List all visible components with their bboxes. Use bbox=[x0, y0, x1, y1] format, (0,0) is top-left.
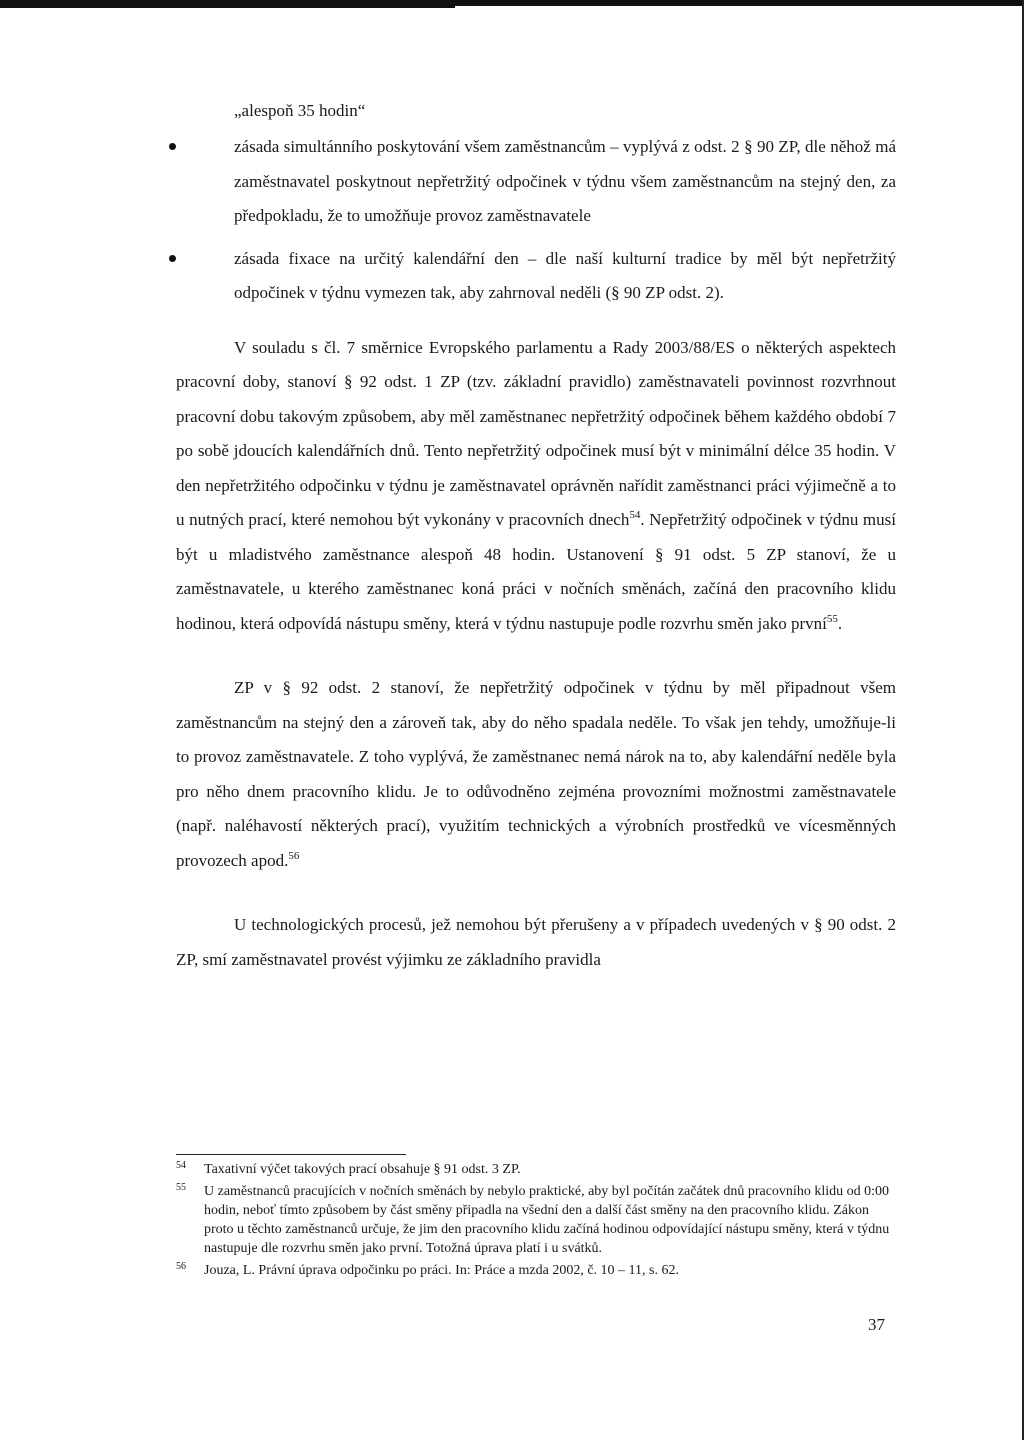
footnote-separator bbox=[176, 1154, 406, 1155]
footnote-ref-56[interactable]: 56 bbox=[288, 849, 300, 862]
document-body bbox=[176, 78, 896, 977]
paragraph-basic-rule bbox=[176, 331, 896, 642]
footnote-55 bbox=[176, 1182, 896, 1258]
footnote-ref-55[interactable]: 55 bbox=[826, 612, 838, 625]
footnote-54 bbox=[176, 1160, 896, 1179]
page-number: 37 bbox=[868, 1315, 885, 1334]
footnote-number: 54 bbox=[176, 1160, 186, 1171]
paragraph-exceptions: U technologických procesů, jež nemohou být přerušeny a v případech uvedených v § 90 odst. 2 ZP, smí zaměstnavatel provést výjimku ze základního pravidla bbox=[176, 915, 896, 969]
footnote-number: 55 bbox=[176, 1182, 186, 1193]
paragraph-text: . bbox=[837, 613, 843, 633]
paragraph-sunday-rule bbox=[176, 671, 896, 878]
bullet-fixation: zásada fixace na určitý kalendářní den – dle naší kulturní tradice by měl být nepřetržitý odpočinek v týdnu vymezen tak, aby zahrnoval neděli (§ 90 ZP odst. 2). bbox=[176, 242, 896, 311]
top-border-line bbox=[0, 0, 1024, 6]
quote-continuation: „alespoň 35 hodin“ bbox=[234, 101, 366, 120]
bullet-simultaneity: zásada simultánního poskytování všem zaměstnancům – vyplývá z odst. 2 § 90 ZP, dle něhož má zaměstnavatel poskytnout nepřetržitý odpočinek v týdnu všem zaměstnancům na stejný den, za předpokladu, že to umožňuje provoz zaměstnavatele bbox=[176, 130, 896, 234]
principles-list bbox=[176, 130, 896, 311]
footnote-text: U zaměstnanců pracujících v nočních směnách by nebylo praktické, aby byl počítán začátek dnů pracovního klidu od 0:00 hodin, neboť tímto způsobem by část směny připadla na všední den a další část směny na den pracovního klidu. Zákon proto u těchto zaměstnanců určuje, že jim den pracovního klidu začíná hodinou odpovídající nástupu směny, která v týdnu nastupuje dle rozvrhu směn jako první. Totožná úprava platí i u svátků. bbox=[204, 1184, 890, 1256]
footnote-ref-54[interactable]: 54 bbox=[629, 509, 641, 521]
footnote-56 bbox=[176, 1261, 896, 1280]
paragraph-text: V souladu s čl. 7 směrnice Evropského parlamentu a Rady 2003/88/ES o některých aspektech pracovní doby, stanoví § 92 odst. 1 ZP (tzv. základní pravidlo) zaměstnavateli povinnost rozvrhnout pracovní dobu takovým způsobem, aby měl zaměstnanec nepřetržitý odpočinek během každého období 7 po sobě jdoucích kalendářních dnů. Tento nepřetržitý odpočinek musí být v minimální délce 35 hodin. V den nepřetržitého odpočinku v týdnu je zaměstnavatel oprávněn nařídit zaměstnanci práci výjimečně a to u nutných prací, které nemohou být vykonány v pracovních dnech bbox=[176, 337, 896, 529]
paragraph-text: . Nepřetržitý odpočinek v týdnu musí být u mladistvého zaměstnance alespoň 48 hodin. Ustanovení § 91 odst. 5 ZP stanoví, že u zaměstnavatele, u kterého zaměstnanec koná práci v nočních směnách, začíná den pracovního klidu hodinou, která odpovídá nástupu směny, která v týdnu nastupuje podle rozvrhu směn jako první bbox=[176, 510, 896, 633]
footnotes-section bbox=[176, 1160, 896, 1283]
footnote-text: Taxativní výčet takových prací obsahuje § 91 odst. 3 ZP. bbox=[204, 1162, 521, 1177]
paragraph-text: ZP v § 92 odst. 2 stanoví, že nepřetržitý odpočinek v týdnu by měl připadnout všem zaměstnancům na stejný den a zároveň tak, aby do něho spadala neděle. To však jen tehdy, umožňuje-li to provoz zaměstnavatele. Z toho vyplývá, že zaměstnanec nemá nárok na to, aby kalendářní neděle byla pro něho dnem pracovního klidu. Je to odůvodněno zejména provozními možnostmi zaměstnavatele (např. naléhavostí některých prací), využitím technických a výrobních prostředků ve vícesměnných provozech apod. bbox=[176, 678, 896, 870]
footnote-text: Jouza, L. Právní úprava odpočinku po práci. In: Práce a mzda 2002, č. 10 – 11, s. 62. bbox=[204, 1263, 679, 1278]
footnote-number: 56 bbox=[176, 1261, 186, 1272]
